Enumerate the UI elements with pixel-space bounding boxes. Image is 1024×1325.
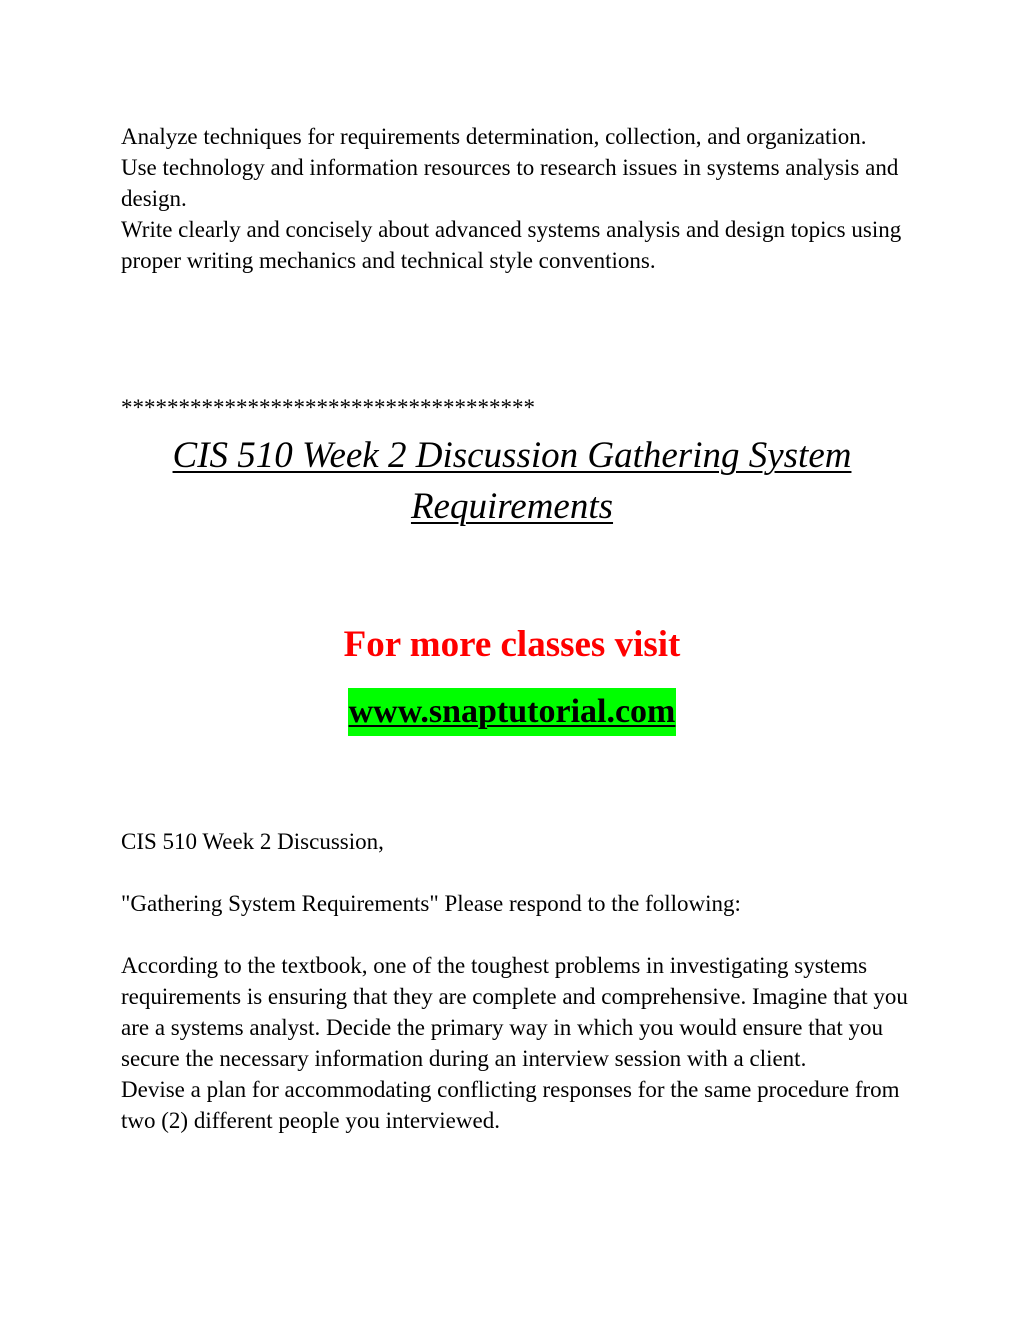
question-item: Devise a plan for accommodating conflicting responses for the same procedure from two (2) different people you interviewed. xyxy=(121,1077,900,1133)
question-item: According to the textbook, one of the toughest problems in investigating systems requirements is ensuring that they are complete and comprehensive. Imagine that you are a systems analyst. Decide the primary way in which you would ensure that you secure the necessary information during an interview session with a client. xyxy=(121,953,908,1071)
outcome-item: Write clearly and concisely about advanced systems analysis and design topics using proper writing mechanics and technical style conventions. xyxy=(121,217,902,273)
asterisk-separator: ************************************ xyxy=(121,395,535,420)
outcome-item: Analyze techniques for requirements determination, collection, and organization. xyxy=(121,124,867,149)
discussion-questions xyxy=(121,950,911,1136)
promo-text: For more classes visit xyxy=(343,624,681,665)
learning-outcomes xyxy=(121,121,911,276)
document-title: CIS 510 Week 2 Discussion Gathering System Requirements xyxy=(172,435,852,527)
discussion-prompt-text: "Gathering System Requirements" Please respond to the following: xyxy=(121,891,741,916)
discussion-heading xyxy=(121,826,911,857)
outcome-item: Use technology and information resources to research issues in systems analysis and design. xyxy=(121,155,899,211)
promo-link-wrapper xyxy=(100,688,924,736)
discussion-prompt xyxy=(121,888,911,919)
snaptutorial-link[interactable]: www.snaptutorial.com xyxy=(348,688,677,736)
discussion-heading-text: CIS 510 Week 2 Discussion, xyxy=(121,829,384,854)
